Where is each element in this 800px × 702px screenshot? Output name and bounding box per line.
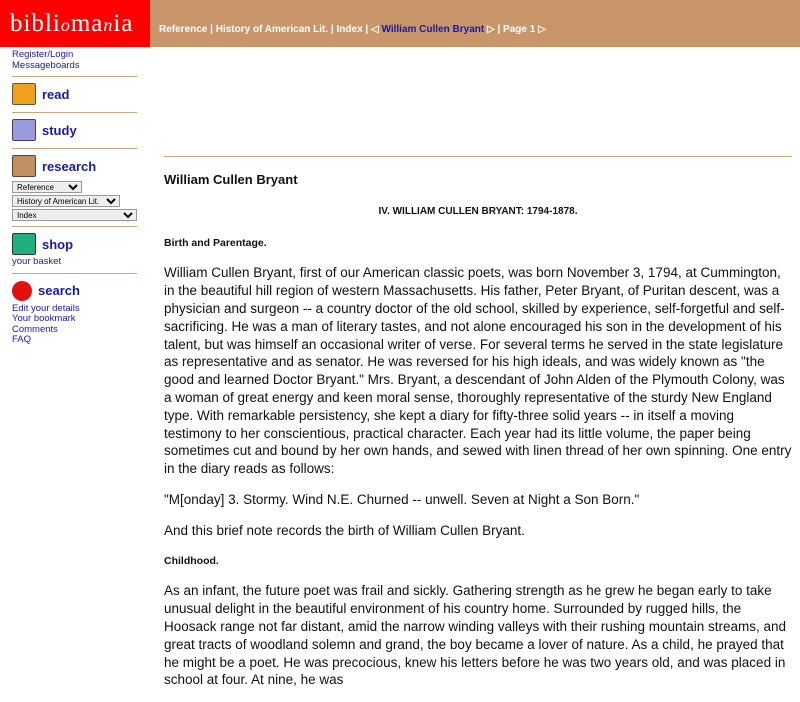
books-icon	[12, 155, 36, 177]
book-icon	[12, 83, 36, 105]
divider	[12, 76, 137, 77]
paragraph: William Cullen Bryant, first of our American classic poets, was born November 3, 1794, at Cummington, in the beautiful hill region of western Massachusetts. His father, Peter Bryant, of Puritan descent, was a physician and surgeon -- a country doctor of the old school, skilled by experience, self-forgetful and self-sacrificing. He was a man of literary tastes, and not alone encouraged his son in the development of his talent, but was himself an occasional writer of verse. For several terms he served in the state legislature as representative and as senator. He was reversed for his high ideals, and was widely known as "the good and learned Doctor Bryant." Mrs. Bryant, a descendant of John Alden of the Plymouth Colony, was a woman of great energy and keen moral sense, thoroughly representative of the sturdy New England type. With remarkable persistency, she kept a diary for fifty-three solid years -- in itself a moving testimony to her conscientious, practical character. Each year had its little volume, the paper being sometimes cut and bound by her own hands, and sewed with linen thread of her own spinning. One entry in the diary reads as follows:	[164, 265, 792, 477]
messageboards-link[interactable]: Messageboards	[12, 59, 80, 71]
crumb-history[interactable]: History of American Lit.	[215, 24, 329, 35]
research-label: research	[42, 158, 97, 174]
nav-research[interactable]	[12, 153, 137, 179]
sidebar	[12, 50, 137, 346]
divider	[12, 226, 137, 227]
next-page-icon[interactable]: ▷	[538, 24, 546, 35]
register-login-link[interactable]: Register/Login	[12, 49, 74, 60]
page-title: William Cullen Bryant	[164, 172, 298, 187]
divider	[12, 112, 137, 113]
reference-select[interactable]	[12, 181, 82, 193]
divider	[12, 148, 137, 149]
shopping-bag-icon	[12, 233, 36, 255]
nav-study[interactable]	[12, 117, 137, 143]
open-book-icon	[12, 119, 36, 141]
breadcrumb: Reference | History of American Lit. | Index | ◁ William Cullen Bryant ▷ | Page 1 ▷	[159, 24, 546, 35]
index-select[interactable]	[12, 209, 137, 221]
section-heading: Childhood.	[164, 554, 219, 567]
search-label: search	[38, 283, 80, 298]
paragraph: As an infant, the future poet was frail and sickly. Gathering strength as he grew he began early to take unusual delight in the beautiful environment of his country home. Surrounded by rugged hills, the Hoosack range not far distant, amid the narrow winding valleys with their rushing mountain streams, and great tracts of woodland solemn and grand, the boy became a lover of nature. As a child, he prayed that he might be a poet. He was precocious, knew his letters before he was two years old, and was placed in school at four. At nine, he was	[164, 583, 787, 688]
edit-details-link[interactable]: Edit your details	[12, 302, 80, 314]
shop-label: shop	[42, 236, 74, 252]
crumb-index[interactable]: Index	[336, 24, 363, 35]
comments-link[interactable]: Comments	[12, 323, 58, 335]
header-bar	[0, 0, 800, 47]
read-label: read	[42, 86, 70, 102]
study-label: study	[42, 122, 77, 138]
faq-link[interactable]: FAQ	[12, 334, 32, 345]
next-arrow-icon[interactable]: ▷	[486, 24, 495, 35]
nav-shop[interactable]	[12, 231, 137, 257]
crumb-current[interactable]: William Cullen Bryant	[381, 24, 485, 35]
nav-read[interactable]	[12, 81, 137, 107]
divider	[12, 273, 137, 274]
section-heading: Birth and Parentage.	[164, 236, 267, 249]
paragraph: "M[onday] 3. Stormy. Wind N.E. Churned -- unwell. Seven at Night a Son Born."	[164, 491, 640, 507]
main-content	[164, 156, 792, 702]
bookmark-link[interactable]: Your bookmark	[12, 313, 76, 324]
history-select[interactable]	[12, 195, 120, 207]
basket-link[interactable]: your basket	[12, 256, 62, 267]
paragraph: And this brief note records the birth of William Cullen Bryant.	[164, 522, 525, 538]
bibliomania-logo[interactable]: bibliomania	[0, 0, 150, 47]
chapter-heading: IV. WILLIAM CULLEN BRYANT: 1794-1878.	[378, 205, 578, 217]
magnifier-icon	[12, 281, 32, 301]
prev-arrow-icon[interactable]: ◁	[371, 24, 379, 35]
crumb-reference[interactable]: Reference	[159, 24, 208, 35]
nav-search[interactable]	[12, 278, 137, 304]
crumb-page[interactable]: Page 1	[503, 24, 536, 35]
